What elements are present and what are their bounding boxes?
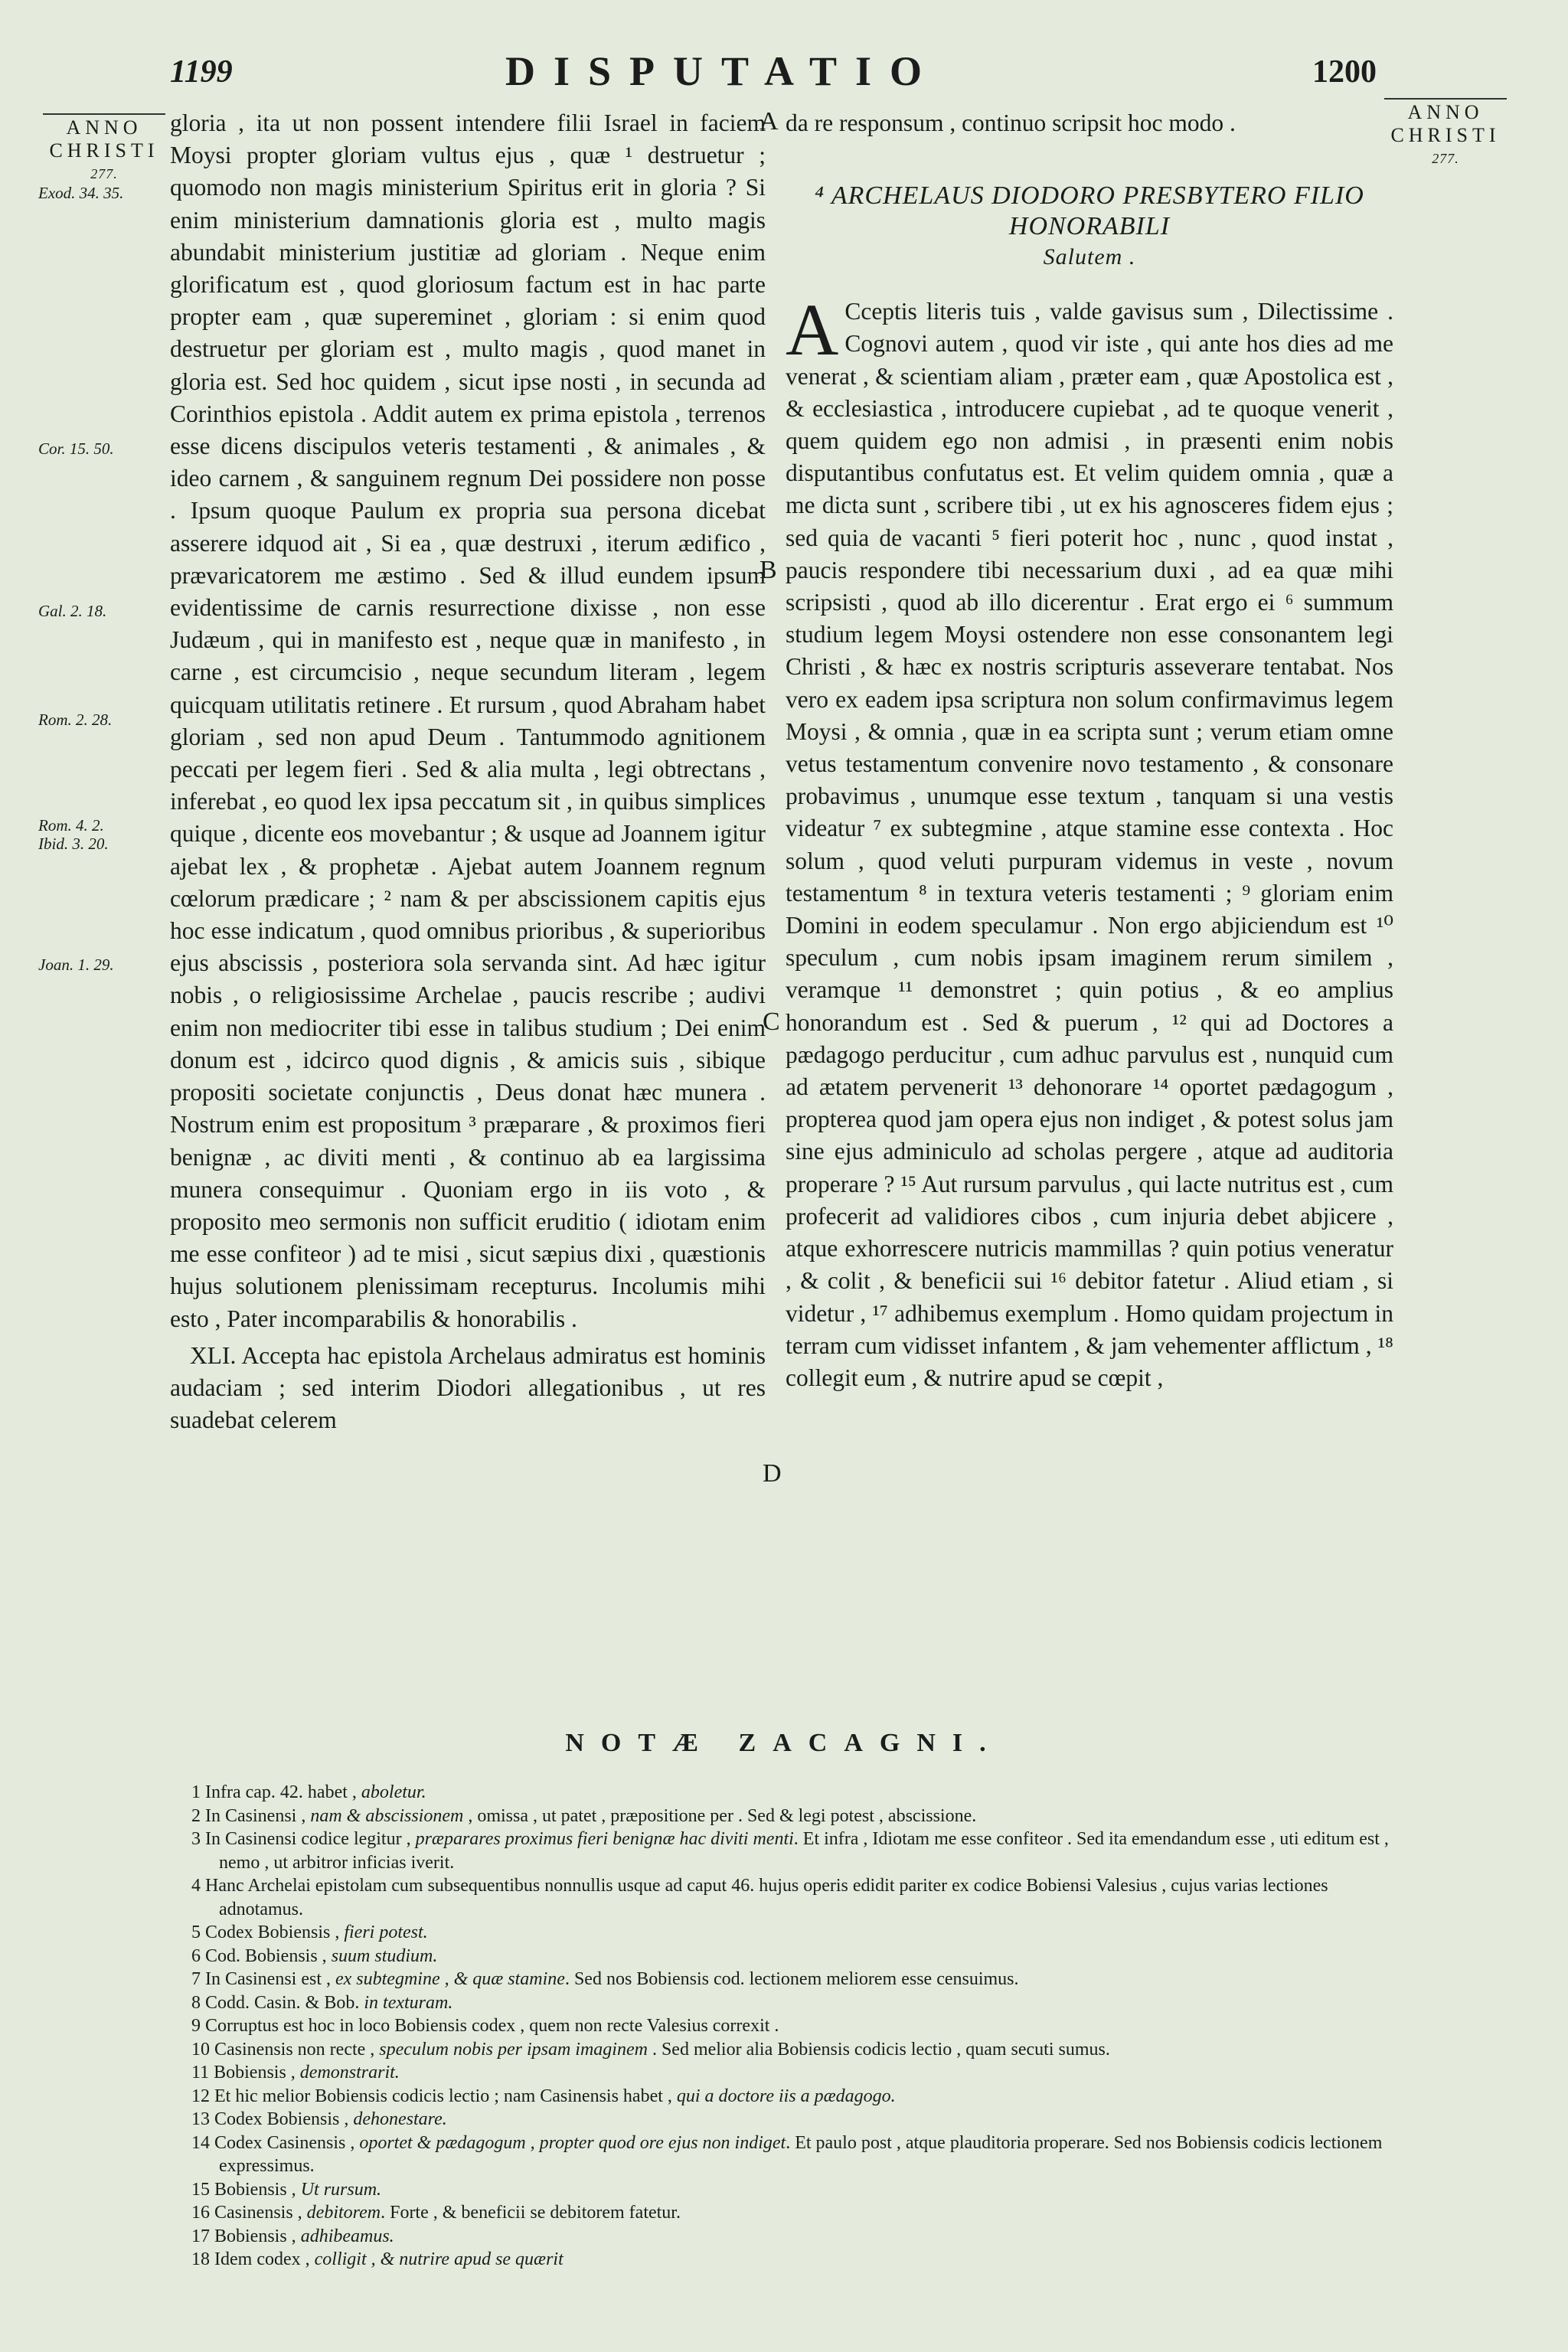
footnote-italic: fieri potest.	[344, 1922, 428, 1942]
section-letter-c: C	[763, 1008, 780, 1036]
anno-label: ANNO	[1407, 101, 1484, 123]
footnote-number: 8	[191, 1992, 201, 2013]
footnote-number: 9	[191, 2016, 201, 2036]
footnote-number: 17	[191, 2226, 210, 2246]
running-title: DISPUTATIO	[505, 48, 941, 94]
footnote	[191, 2132, 1416, 2178]
footnote	[191, 2014, 1416, 2038]
footnote-italic: adhibeamus.	[300, 2226, 394, 2246]
footnote-rest: . Sed nos Bobiensis cod. lectionem meliorem esse censuimus.	[564, 1969, 1019, 1989]
footnote-rest: . Forte , & beneficii se debitorem fatetur.	[381, 2203, 681, 2223]
footnote-italic: ex subtegmine , & quæ stamine	[335, 1969, 565, 1989]
left-paragraph-1: gloria , ita ut non possent intendere filii Israel in faciem Moysi propter gloriam vultus ejus , quæ ¹ destruetur ; quomodo non magis ministerium Spiritus erit in gloria ? Si enim ministerium damnationis gloria est , multo magis abundabit ministerium justitiæ ad gloriam . Neque enim glorificatum est , quod gloriosum factum est in hac parte propter eam , quæ supereminet , gloriam : si enim quod destruetur per gloriam est , multo magis , quod manet in gloria est. Sed hoc quidem , sicut ipse nosti , in secunda ad Corinthios epistola . Addit autem ex prima epistola , terrenos esse dicens discipulos veteris testamenti , & animales , & ideo carnem , & sanguinem regnum Dei possidere non posse . Ipsum quoque Paulum ex propria sua persona dicebat asserere idquod ait , Si ea , quæ destruxi , iterum ædifico , prævaricatorem me æstimo . Sed & illud eundem ipsum evidentissime de carnis resurrectione dixisse , non esse Judæum , qui in manifesto est , neque quæ in manifesto , in carne , est circumcisio , neque secundum literam , legem quicquam utilitatis retinere . Et rursum , quod Abraham habet gloriam , sed non apud Deum . Tantummodo agnitionem peccati per legem fieri . Sed & alia multa , legi obtrectans , inferebat , eo quod lex ipsa peccatum sit , in quibus simplices quique , dicente eos movebantur ; & usque ad Joannem igitur ajebat lex , & prophetæ . Ajebat autem Joannem regnum cœlorum prædicare ; ² nam & per abscissionem capitis ejus hoc esse indicatum , quod omnibus prioribus , & superioribus ejus abscissis , posteriora sola servanda sint. Ad hæc igitur nobis , o religiosissime Archelae , paucis rescribe ; audivi enim non mediocriter tibi esse in talibus studium ; Dei enim donum est , idcirco quod dignis , & amicis suis , sibique propositi societate conjunctis , Deus donat hæc munera . Nostrum enim est propositum ³ præparare , & proximos fieri benignæ , ac diviti menti , & continuo ab ea largissima munera consequimur . Quoniam ergo in iis voto , & proposito meo sermonis non sufficit eruditio ( idiotam enim me esse confiteor ) ad te misi , sicut sæpius dixi , quæstionis hujus solutionem plenissimam recepturus. Incolumis mihi esto , Pater incomparabilis & honorabilis .	[170, 109, 766, 1332]
footnote-number: 15	[191, 2179, 210, 2200]
left-paragraph-2: XLI. Accepta hac epistola Archelaus admiratus est hominis audaciam ; sed interim Diodori allegationibus , ut res suadebat celerem	[170, 1341, 766, 1434]
footnote-text: Infra cap. 42. habet ,	[205, 1782, 361, 1802]
section-letter-a: A	[760, 107, 779, 136]
letter-body-text: Cceptis literis tuis , valde gavisus sum , Dilectissime . Cognovi autem , quod vir iste , qui ante hos dies ad me venerat , & scientiam aliam , præter eam , quæ Apostolica est , & ecclesiastica , introducere cupiebat , ad te quoque venerit , quem quidem ego non admisi , in præsenti enim nobis disputantibus confutatus est. Et velim quidem omnia , quæ a me dicta sunt , scribere tibi , ut ex his agnosceres fidem ejus ; sed quia de vacanti ⁵ fieri poterit hoc , nunc , quod instat , paucis respondere tibi necessarium duxi , ad ea quæ mihi scripsisti , quod ab illo dicerentur . Erat ergo ei ⁶ summum studium legem Moysi ostendere non esse consonantem legi Christi , & hæc ex nostris scripturis asseverare tentabat. Nos vero ex eadem ipsa scriptura non solum confirmavimus legem Moysi , & omnia , quæ in ea scripta sunt ; verum etiam omne vetus testamentum convenire novo testamento , & consonare probavimus , unumque esse textum , tanquam si una vestis videatur ⁷ ex subtegmine , atque stamine esse contexta . Hoc solum , quod veluti purpuram videmus in veste , novum testamentum ⁸ in textura veteris testamenti ; ⁹ gloriam enim Domini in eodem speculamur . Non ergo abjiciendum est ¹⁰ speculum , cum nobis ipsam imaginem rerum similem , veramque ¹¹ demonstret ; quin potius , & eo amplius honorandum est . Sed & puerum , ¹² qui ad Doctores a pædagogo perducitur , cum adhuc parvulus est , nunquid cum ad ætatem pervenerit ¹³ dehonorare ¹⁴ oportet pædagogum , propterea quod jam opera ejus non indiget , & potest solus jam sine ejus adminiculo ad scholas pergere , atque ad auditoria properare ? ¹⁵ Aut rursum parvulus , qui lacte nutritus est , cum profecerit ad validiores cibos , cum injuria debet abjicere , atque exhorrescere nutricis mammillas ? quin potius veneratur , & colit , & beneficii sui ¹⁶ debitor fatetur . Aliud etiam , si videtur , ¹⁷ adhibemus exemplum . Homo quidam projectum in terram cum vidisset infantem , & jam vehementer afflictum , ¹⁸ collegit eum , & nutrire apud se cœpit ,	[786, 298, 1393, 1391]
footnote	[191, 2178, 1416, 2202]
footnote-text: Codex Casinensis ,	[214, 2132, 360, 2153]
footnote-italic: oportet & pædagogum , propter quod ore ejus non indiget	[359, 2132, 786, 2153]
footnote-italic: speculum nobis per ipsam imaginem	[379, 2039, 648, 2060]
anno-rule	[1384, 98, 1507, 100]
footnote-number: 2	[191, 1805, 201, 1826]
footnote-number: 14	[191, 2132, 210, 2153]
footnote-number: 10	[191, 2039, 210, 2060]
footnote-number: 13	[191, 2109, 210, 2129]
footnote	[191, 1991, 1416, 2015]
christi-label: CHRISTI	[49, 139, 159, 162]
footnote-text: Hanc Archelai epistolam cum subsequentibus nonnullis usque ad caput 46. hujus operis edidit pariter ex codice Bobiensi Valesius , cujus varias lectiones adnotamus.	[205, 1876, 1328, 1919]
margin-ref-ibid: Ibid. 3. 20.	[38, 835, 109, 853]
footnote-text: Codd. Casin. & Bob.	[205, 1992, 364, 2013]
footnote-number: 7	[191, 1969, 201, 1989]
letter-body	[786, 289, 1393, 1394]
footnote-number: 6	[191, 1945, 201, 1966]
footnote	[191, 2085, 1416, 2109]
footnote-italic: præparares proximus fieri benignæ hac diviti menti	[415, 1829, 794, 1849]
footnote-italic: Ut rursum.	[300, 2179, 382, 2200]
anno-rule	[43, 113, 165, 115]
footnote-text: Corruptus est hoc in loco Bobiensis codex , quem non recte Valesius correxit .	[205, 2016, 779, 2036]
margin-references	[23, 184, 168, 1638]
footnote-text: Casinensis non recte ,	[214, 2039, 380, 2060]
page-header	[0, 47, 1568, 109]
footnote	[191, 1921, 1416, 1945]
footnote-number: 18	[191, 2249, 210, 2269]
footnote-text: Et hic melior Bobiensis codicis lectio ; nam Casinensis habet ,	[214, 2086, 677, 2106]
footnote-italic: aboletur.	[361, 1782, 426, 1802]
notes-heading: NOTÆ ZACAGNI.	[565, 1729, 1003, 1757]
footnote-text: Bobiensis ,	[214, 2063, 300, 2082]
footnote-italic: nam & abscissionem	[310, 1805, 464, 1826]
margin-ref-rom: Rom. 2. 28.	[38, 710, 113, 729]
footnote-rest: , omissa , ut patet , præpositione per . Sed & legi potest , abscissione.	[463, 1805, 977, 1826]
footnote	[191, 1968, 1416, 1991]
right-paragraph-0: da re responsum , continuo scripsit hoc modo .	[786, 109, 1236, 136]
anno-label: ANNO	[66, 116, 142, 139]
footnote	[191, 2108, 1416, 2132]
anno-christi-right	[1384, 98, 1507, 170]
footnote-text: Idem codex ,	[214, 2249, 315, 2269]
footnote-italic: demonstrarit.	[299, 2063, 400, 2082]
letter-title: ⁴ ARCHELAUS DIODORO PRESBYTERO FILIO HONORABILI	[815, 181, 1364, 241]
footnote	[191, 1805, 1416, 1828]
footnote	[191, 1781, 1416, 1805]
footnote-italic: qui a doctore iis a pædagogo.	[676, 2086, 896, 2106]
footnote-number: 11	[191, 2063, 210, 2082]
page-number-right: 1200	[1312, 54, 1377, 90]
anno-christi-left	[43, 113, 165, 185]
footnote-italic: debitorem	[306, 2203, 381, 2223]
footnote	[191, 2061, 1416, 2085]
footnote-text: Bobiensis ,	[214, 2179, 301, 2200]
footnote	[191, 1874, 1416, 1921]
footnote-text: Bobiensis ,	[214, 2226, 301, 2246]
margin-ref-rom-4: Rom. 4. 2.	[38, 816, 104, 835]
footnote-rest: . Et infra , Idiotam me esse confiteor . Sed ita emendandum esse , uti editum est , nemo , ut arbitror inficias iverit.	[219, 1829, 1389, 1873]
margin-ref-exod: Exod. 34. 35.	[38, 184, 124, 202]
footnote-rest: . Sed melior alia Bobiensis codicis lectio , quam secuti sumus.	[647, 2039, 1110, 2060]
footnote-number: 5	[191, 1922, 201, 1942]
footnote-number: 4	[191, 1876, 201, 1896]
footnote	[191, 1945, 1416, 1968]
footnote-rest: . Et paulo post , atque plauditoria properare. Sed nos Bobiensis codicis lectionem expressimus.	[219, 2132, 1383, 2176]
letter-heading	[786, 181, 1393, 273]
margin-ref-gal: Gal. 2. 18.	[38, 602, 107, 620]
footnote-text: Codex Bobiensis ,	[214, 2109, 354, 2129]
footnotes	[191, 1781, 1416, 2272]
christi-label: CHRISTI	[1390, 124, 1501, 146]
anno-year: 277.	[1432, 151, 1459, 166]
footnote-text: Casinensis ,	[214, 2203, 307, 2223]
footnote-italic: colligit , & nutrire apud se quærit	[314, 2249, 564, 2269]
margin-ref-joan: Joan. 1. 29.	[38, 956, 114, 974]
margin-ref-cor: Cor. 15. 50.	[38, 439, 114, 458]
drop-cap: A	[786, 289, 839, 371]
letter-greeting: Salutem .	[1043, 244, 1136, 270]
right-text-column	[786, 107, 1393, 1399]
footnote	[191, 2201, 1416, 2225]
footnote	[191, 2248, 1416, 2272]
footnote	[191, 1828, 1416, 1874]
footnote-text: In Casinensi est ,	[205, 1969, 335, 1989]
footnote-italic: in texturam.	[364, 1992, 453, 2013]
footnote-number: 16	[191, 2203, 210, 2223]
footnote-text: In Casinensi ,	[205, 1805, 311, 1826]
section-letter-b: B	[760, 556, 777, 584]
anno-year: 277.	[90, 166, 118, 181]
footnote-italic: suum studium.	[331, 1945, 438, 1966]
left-text-column	[170, 107, 766, 1441]
footnote-text: Cod. Bobiensis ,	[205, 1945, 332, 1966]
page-number-left: 1199	[170, 54, 233, 90]
footnote-text: In Casinensi codice legitur ,	[205, 1829, 416, 1849]
footnote-text: Codex Bobiensis ,	[205, 1922, 345, 1942]
footnote	[191, 2225, 1416, 2249]
footnote-italic: dehonestare.	[353, 2109, 447, 2129]
footnote	[191, 2038, 1416, 2062]
section-letter-d: D	[763, 1459, 782, 1488]
footnote-number: 12	[191, 2086, 210, 2106]
footnote-number: 3	[191, 1829, 201, 1849]
footnote-number: 1	[191, 1782, 201, 1802]
